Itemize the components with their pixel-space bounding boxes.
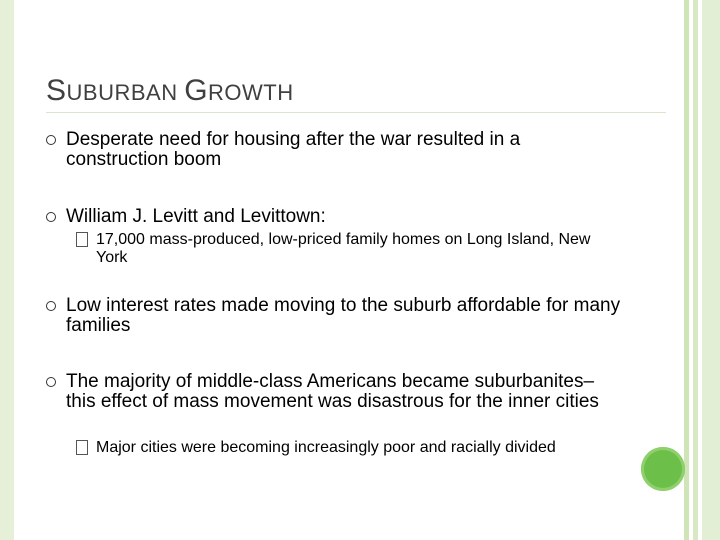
circle-bullet-icon	[46, 301, 56, 311]
right-stripe-wide	[702, 0, 720, 540]
bullet-text: William J. Levitt and Levittown:	[66, 206, 326, 227]
square-bullet-icon	[76, 440, 88, 455]
sub-bullet-text: 17,000 mass-produced, low-priced family homes on Long Island, New York	[96, 231, 591, 266]
square-bullet-icon	[76, 232, 88, 247]
circle-bullet-icon	[46, 377, 56, 387]
decorative-green-dot	[641, 447, 685, 491]
title-word-rest: UBURBAN	[66, 80, 185, 105]
title-word-rest: ROWTH	[208, 80, 294, 105]
sub-bullet-text: Major cities were becoming increasingly poor and racially divided	[96, 439, 556, 456]
slide-title	[46, 74, 294, 108]
bullet-text: Desperate need for housing after the war resulted in a construction boom	[66, 129, 521, 170]
left-border	[0, 0, 14, 540]
circle-bullet-icon	[46, 212, 56, 222]
title-initial: S	[46, 74, 67, 107]
bullet-text: Low interest rates made moving to the suburb affordable for many families	[66, 295, 621, 336]
title-underline	[46, 112, 666, 113]
top-border	[14, 0, 684, 14]
bullet-text: The majority of middle-class Americans became suburbanites– this effect of mass movement was disastrous for the inner cities	[66, 371, 599, 412]
circle-bullet-icon	[46, 135, 56, 145]
title-initial: G	[184, 74, 209, 107]
